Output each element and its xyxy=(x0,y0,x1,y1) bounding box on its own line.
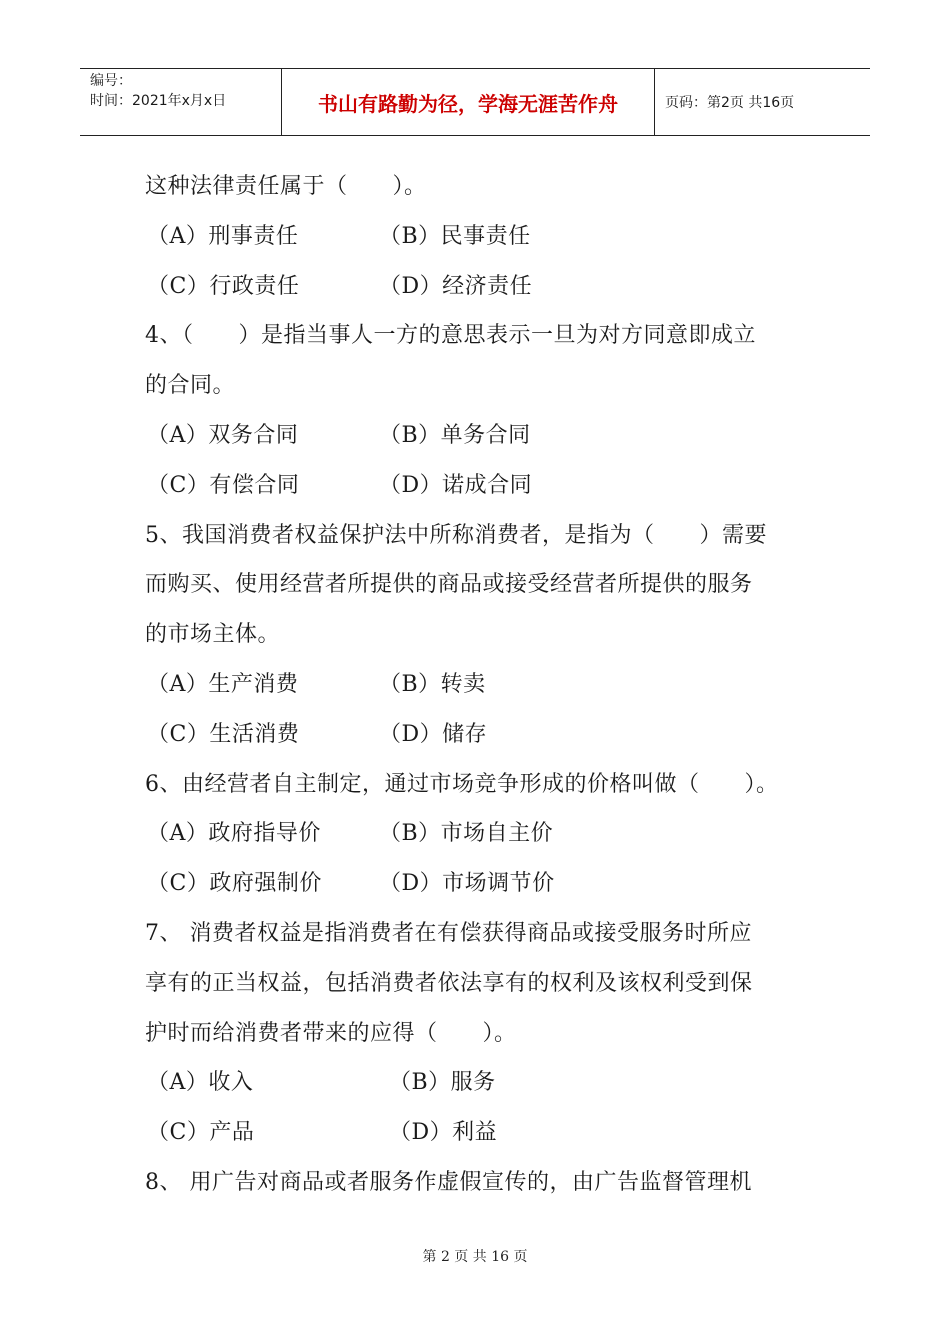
option-text: （A）收入 xyxy=(147,1070,254,1096)
option-text: （D）储存 xyxy=(379,721,488,747)
question-text-line: 4、（ ）是指当事人一方的意思表示一旦为对方同意即成立 xyxy=(145,323,756,349)
option-text: （D）经济责任 xyxy=(379,273,533,299)
number-label: 编号： xyxy=(90,73,132,89)
question-text-line: 护时而给消费者带来的应得（ ）。 xyxy=(145,1020,517,1046)
question-text-line: 5、我国消费者权益保护法中所称消费者，是指为（ ）需要 xyxy=(145,522,767,548)
page-header xyxy=(80,68,870,136)
option-text: （C）行政责任 xyxy=(147,273,300,299)
option-text: （C）产品 xyxy=(147,1120,255,1146)
option-text: （B）市场自主价 xyxy=(379,821,554,847)
option-text: （A）政府指导价 xyxy=(147,821,321,847)
option-row xyxy=(145,411,835,461)
option-row xyxy=(145,1108,835,1158)
option-text: （B）服务 xyxy=(389,1070,496,1096)
question-text-line: 享有的正当权益，包括消费者依法享有的权利及该权利受到保 xyxy=(145,970,753,996)
header-motto: 书山有路勤为径，学海无涯苦作舟 xyxy=(282,69,655,135)
question-text-line: 而购买、使用经营者所提供的商品或接受经营者所提供的服务 xyxy=(145,572,753,598)
question-text-line: 的合同。 xyxy=(145,373,236,399)
question-text-line: 7、 消费者权益是指消费者在有偿获得商品或接受服务时所应 xyxy=(145,920,752,946)
option-text: （C）有偿合同 xyxy=(147,472,300,498)
page-footer: 第 2 页 共 16 页 xyxy=(422,1249,528,1265)
date-label: 时间：2021年x月x日 xyxy=(90,93,227,109)
question-text-line: 的市场主体。 xyxy=(145,622,281,648)
option-row xyxy=(145,212,835,262)
option-row xyxy=(145,809,835,859)
option-row xyxy=(145,461,835,511)
question-text-line: 6、由经营者自主制定，通过市场竞争形成的价格叫做（ ）。 xyxy=(145,771,779,797)
option-text: （A）生产消费 xyxy=(147,671,299,697)
header-meta xyxy=(80,69,282,135)
question-text-line: 这种法律责任属于（ ）。 xyxy=(145,174,427,199)
option-row xyxy=(145,262,835,312)
option-text: （C）生活消费 xyxy=(147,721,300,747)
option-row xyxy=(145,859,835,909)
question-text-line: 8、 用广告对商品或者服务作虚假宣传的，由广告监督管理机 xyxy=(145,1169,752,1195)
option-row xyxy=(145,710,835,760)
option-text: （B）民事责任 xyxy=(379,223,531,249)
option-text: （D）利益 xyxy=(389,1120,498,1146)
option-text: （B）转卖 xyxy=(379,671,486,697)
document-body xyxy=(145,162,835,1208)
option-text: （A）刑事责任 xyxy=(147,223,299,249)
header-page-info: 页码：第2页 共16页 xyxy=(665,95,795,111)
option-text: （B）单务合同 xyxy=(379,422,531,448)
option-text: （A）双务合同 xyxy=(147,422,299,448)
option-text: （C）政府强制价 xyxy=(147,871,322,897)
option-text: （D）市场调节价 xyxy=(379,871,555,897)
option-row xyxy=(145,660,835,710)
option-text: （D）诺成合同 xyxy=(379,472,533,498)
option-row xyxy=(145,1058,835,1108)
